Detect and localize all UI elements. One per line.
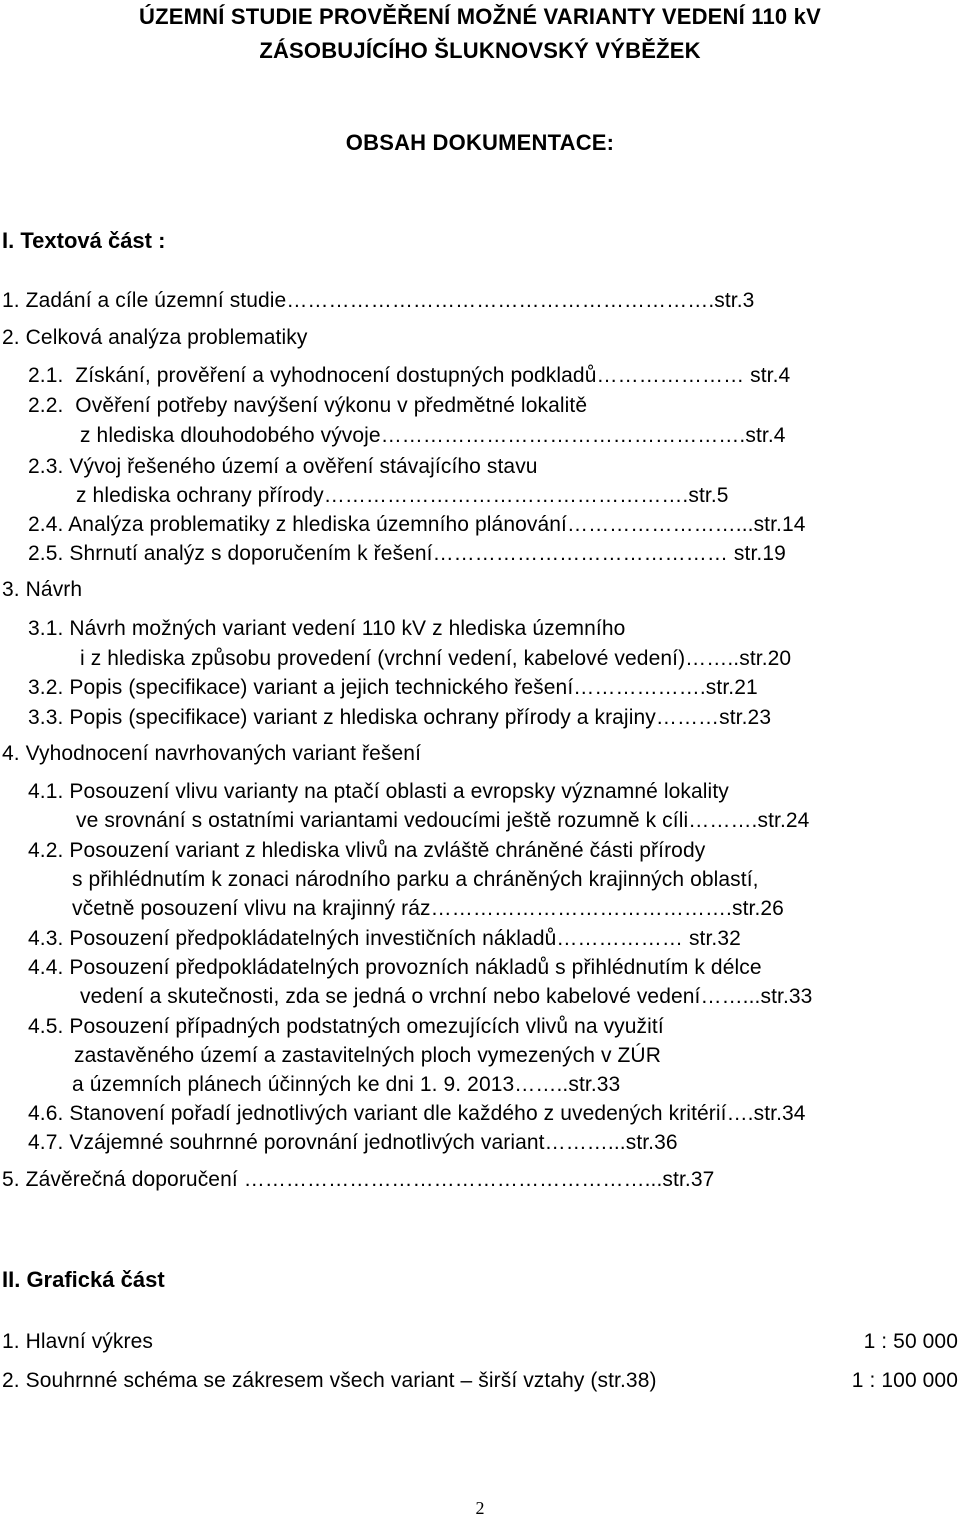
- toc-line: 4.5. Posouzení případných podstatných omezujících vlivů na využití: [28, 1015, 664, 1038]
- toc-line: 3. Návrh: [2, 578, 83, 601]
- toc-line: 2.4. Analýza problematiky z hlediska územního plánování……………………...str.14: [28, 513, 806, 536]
- toc-line: 4.7. Vzájemné souhrnné porovnání jednotlivých variant………...str.36: [28, 1131, 678, 1154]
- toc-line: 1. Zadání a cíle územní studie…………………………………………………….str.3: [2, 289, 755, 312]
- textual-part-heading: I. Textová část :: [2, 228, 166, 253]
- graphic-part-heading: II. Grafická část: [2, 1267, 165, 1292]
- toc-line: vedení a skutečnosti, zda se jedná o vrchní nebo kabelové vedení……...str.33: [80, 985, 813, 1008]
- graphic-item-label: 1. Hlavní výkres: [2, 1330, 153, 1353]
- toc-line: 2.3. Vývoj řešeného území a ověření stávajícího stavu: [28, 455, 538, 478]
- toc-line: i z hlediska způsobu provedení (vrchní vedení, kabelové vedení)……..str.20: [80, 647, 792, 670]
- toc-line: 4.4. Posouzení předpokládatelných provozních nákladů s přihlédnutím k délce: [28, 956, 762, 979]
- toc-line: ve srovnání s ostatními variantami vedoucími ještě rozumně k cíli……….str.24: [76, 809, 810, 832]
- toc-line: a územních plánech účinných ke dni 1. 9. 2013……..str.33: [72, 1073, 621, 1096]
- toc-line: 4. Vyhodnocení navrhovaných variant řešení: [2, 742, 422, 765]
- toc-line: 3.1. Návrh možných variant vedení 110 kV z hlediska územního: [28, 617, 626, 640]
- toc-line: z hlediska dlouhodobého vývoje…………………………………………….str.4: [80, 424, 786, 447]
- toc-line: včetně posouzení vlivu na krajinný ráz…………………………………….str.26: [72, 897, 784, 920]
- toc-line: 3.3. Popis (specifikace) variant z hlediska ochrany přírody a krajiny………str.23: [28, 706, 772, 729]
- toc-line: 3.2. Popis (specifikace) variant a jejich technického řešení……………….str.21: [28, 676, 758, 699]
- toc-line: 4.1. Posouzení vlivu varianty na ptačí oblasti a evropsky významné lokality: [28, 780, 729, 803]
- toc-line: 2.5. Shrnutí analýz s doporučením k řešení…………………………………… str.19: [28, 542, 786, 565]
- toc-line: s přihlédnutím k zonaci národního parku a chráněných krajinných oblastí,: [72, 868, 759, 891]
- page-number: 2: [475, 1498, 485, 1518]
- graphic-item-scale: 1 : 100 000: [851, 1369, 958, 1392]
- toc-line: 2.2. Ověření potřeby navýšení výkonu v předmětné lokalitě: [28, 394, 588, 417]
- toc-line: 2.1. Získání, prověření a vyhodnocení dostupných podkladů………………… str.4: [28, 364, 791, 387]
- toc-line: 4.6. Stanovení pořadí jednotlivých variant dle každého z uvedených kritérií….str.34: [28, 1102, 806, 1125]
- graphic-item-scale: 1 : 50 000: [863, 1330, 958, 1353]
- toc-line: 4.3. Posouzení předpokládatelných investičních nákladů……………… str.32: [28, 927, 741, 950]
- graphic-item-label: 2. Souhrnné schéma se zákresem všech variant – širší vztahy (str.38): [2, 1369, 657, 1392]
- contents-heading: OBSAH DOKUMENTACE:: [345, 130, 615, 155]
- toc-line: z hlediska ochrany přírody…………………………………………….str.5: [76, 484, 729, 507]
- toc-line: 5. Závěrečná doporučení …………………………………………………...str.37: [2, 1168, 715, 1191]
- toc-line: zastavěného území a zastavitelných ploch vymezených v ZÚR: [74, 1044, 661, 1067]
- toc-line: 4.2. Posouzení variant z hlediska vlivů na zvláště chráněné části přírody: [28, 839, 706, 862]
- toc-line: 2. Celková analýza problematiky: [2, 326, 308, 349]
- document-title-line-1: ÚZEMNÍ STUDIE PROVĚŘENÍ MOŽNÉ VARIANTY VEDENÍ 110 kV: [139, 4, 821, 29]
- document-title-line-2: ZÁSOBUJÍCÍHO ŠLUKNOVSKÝ VÝBĚŽEK: [259, 38, 701, 63]
